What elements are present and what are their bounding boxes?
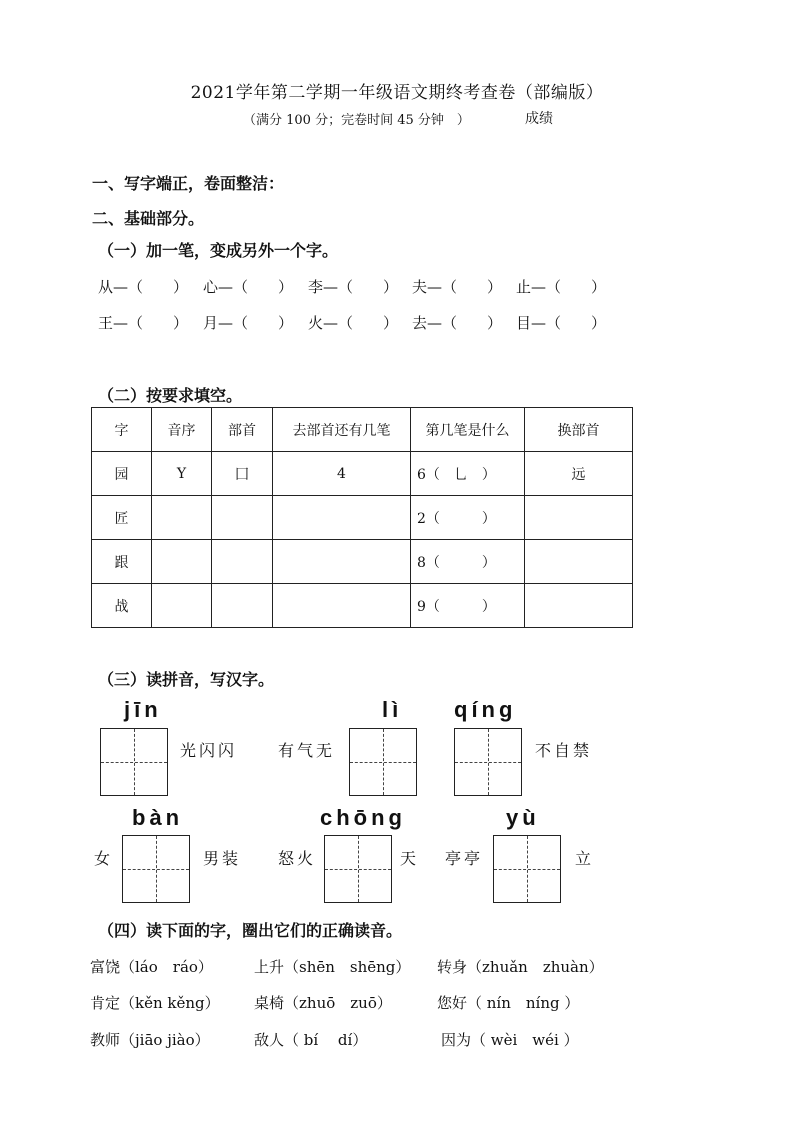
- reading-item[interactable]: 敌人（ bí dí）: [254, 1031, 368, 1049]
- add-stroke-item: 心—（ ）: [203, 278, 294, 296]
- column-header: 去部首还有几笔: [273, 408, 411, 452]
- table-cell[interactable]: 9（ ）: [411, 584, 525, 628]
- word-text: 天: [400, 849, 420, 868]
- add-stroke-item: 王—（ ）: [98, 314, 189, 332]
- table-cell[interactable]: 2（ ）: [411, 496, 525, 540]
- table-row: [92, 540, 633, 584]
- writing-grid[interactable]: [454, 728, 522, 796]
- reading-item[interactable]: 因为（ wèi wéi ）: [441, 1031, 579, 1049]
- word-text: 不自禁: [535, 741, 593, 760]
- add-stroke-item: 去—（ ）: [412, 314, 503, 332]
- table-cell[interactable]: [212, 496, 273, 540]
- table-cell[interactable]: [525, 496, 633, 540]
- add-stroke-item: 月—（ ）: [203, 314, 294, 332]
- word-text: 男装: [203, 849, 242, 868]
- word-text: 光闪闪: [180, 741, 238, 760]
- writing-grid[interactable]: [100, 728, 168, 796]
- table-cell: 园: [92, 452, 152, 496]
- add-stroke-item: 止—（ ）: [516, 278, 607, 296]
- section1-heading: 一、写字端正，卷面整洁：: [92, 174, 285, 193]
- reading-item[interactable]: 教师（jiāo jiào）: [90, 1031, 210, 1049]
- pinyin-label: jīn: [124, 697, 162, 722]
- table-cell: 跟: [92, 540, 152, 584]
- table-cell[interactable]: [152, 496, 212, 540]
- add-stroke-item: 目—（ ）: [516, 314, 607, 332]
- add-stroke-item: 火—（ ）: [308, 314, 399, 332]
- table-cell[interactable]: [273, 496, 411, 540]
- table-cell[interactable]: [212, 584, 273, 628]
- add-stroke-item: 从—（ ）: [98, 278, 189, 296]
- column-header: 换部首: [525, 408, 633, 452]
- table-header-row: [92, 408, 633, 452]
- fill-table: [91, 407, 633, 628]
- column-header: 部首: [212, 408, 273, 452]
- table-cell[interactable]: [152, 540, 212, 584]
- word-text: 女: [94, 849, 114, 868]
- table-cell: 远: [525, 452, 633, 496]
- reading-item[interactable]: 肯定（kěn kěng）: [90, 994, 220, 1012]
- part2-heading: （二）按要求填空。: [98, 386, 243, 405]
- table-cell: 4: [273, 452, 411, 496]
- exam-title: 2021学年第二学期一年级语文期终考查卷（部编版）: [190, 83, 604, 103]
- exam-subtitle: （满分 100 分；完卷时间 45 分钟 ）: [243, 113, 470, 128]
- table-cell[interactable]: [273, 540, 411, 584]
- word-text: 亭亭: [445, 849, 484, 868]
- table-cell[interactable]: 8（ ）: [411, 540, 525, 584]
- table-row: [92, 452, 633, 496]
- reading-item[interactable]: 转身（zhuǎn zhuàn）: [437, 958, 604, 976]
- pinyin-label: bàn: [132, 805, 184, 830]
- word-text: 立: [575, 849, 595, 868]
- table-cell[interactable]: [152, 584, 212, 628]
- pinyin-label: lì: [382, 697, 403, 722]
- column-header: 字: [92, 408, 152, 452]
- part3-heading: （三）读拼音，写汉字。: [98, 670, 275, 689]
- writing-grid[interactable]: [493, 835, 561, 903]
- word-text: 怒火: [278, 849, 317, 868]
- table-row: [92, 584, 633, 628]
- reading-item[interactable]: 桌椅（zhuō zuō）: [254, 994, 392, 1012]
- table-cell: 匠: [92, 496, 152, 540]
- score-label: 成绩: [525, 111, 553, 127]
- column-header: 音序: [152, 408, 212, 452]
- section2-heading: 二、基础部分。: [92, 209, 205, 228]
- word-text: 有气无: [278, 741, 336, 760]
- pinyin-label: chōng: [320, 805, 406, 830]
- table-cell: 囗: [212, 452, 273, 496]
- table-cell[interactable]: [525, 584, 633, 628]
- writing-grid[interactable]: [324, 835, 392, 903]
- table-cell: Y: [152, 452, 212, 496]
- pinyin-label: qíng: [454, 697, 517, 722]
- add-stroke-item: 李—（ ）: [308, 278, 399, 296]
- table-cell[interactable]: [525, 540, 633, 584]
- table-cell: 战: [92, 584, 152, 628]
- pinyin-label: yù: [506, 805, 540, 830]
- table-cell[interactable]: [273, 584, 411, 628]
- writing-grid[interactable]: [349, 728, 417, 796]
- table-cell: 6（ 乚 ）: [411, 452, 525, 496]
- add-stroke-item: 夫—（ ）: [412, 278, 503, 296]
- table-cell[interactable]: [212, 540, 273, 584]
- part4-heading: （四）读下面的字，圈出它们的正确读音。: [98, 921, 403, 940]
- column-header: 第几笔是什么: [411, 408, 525, 452]
- reading-item[interactable]: 您好（ nín níng ）: [437, 994, 580, 1012]
- writing-grid[interactable]: [122, 835, 190, 903]
- reading-item[interactable]: 上升（shēn shēng）: [254, 958, 411, 976]
- table-row: [92, 496, 633, 540]
- reading-item[interactable]: 富饶（láo ráo）: [90, 958, 213, 976]
- part1-heading: （一）加一笔，变成另外一个字。: [98, 241, 339, 260]
